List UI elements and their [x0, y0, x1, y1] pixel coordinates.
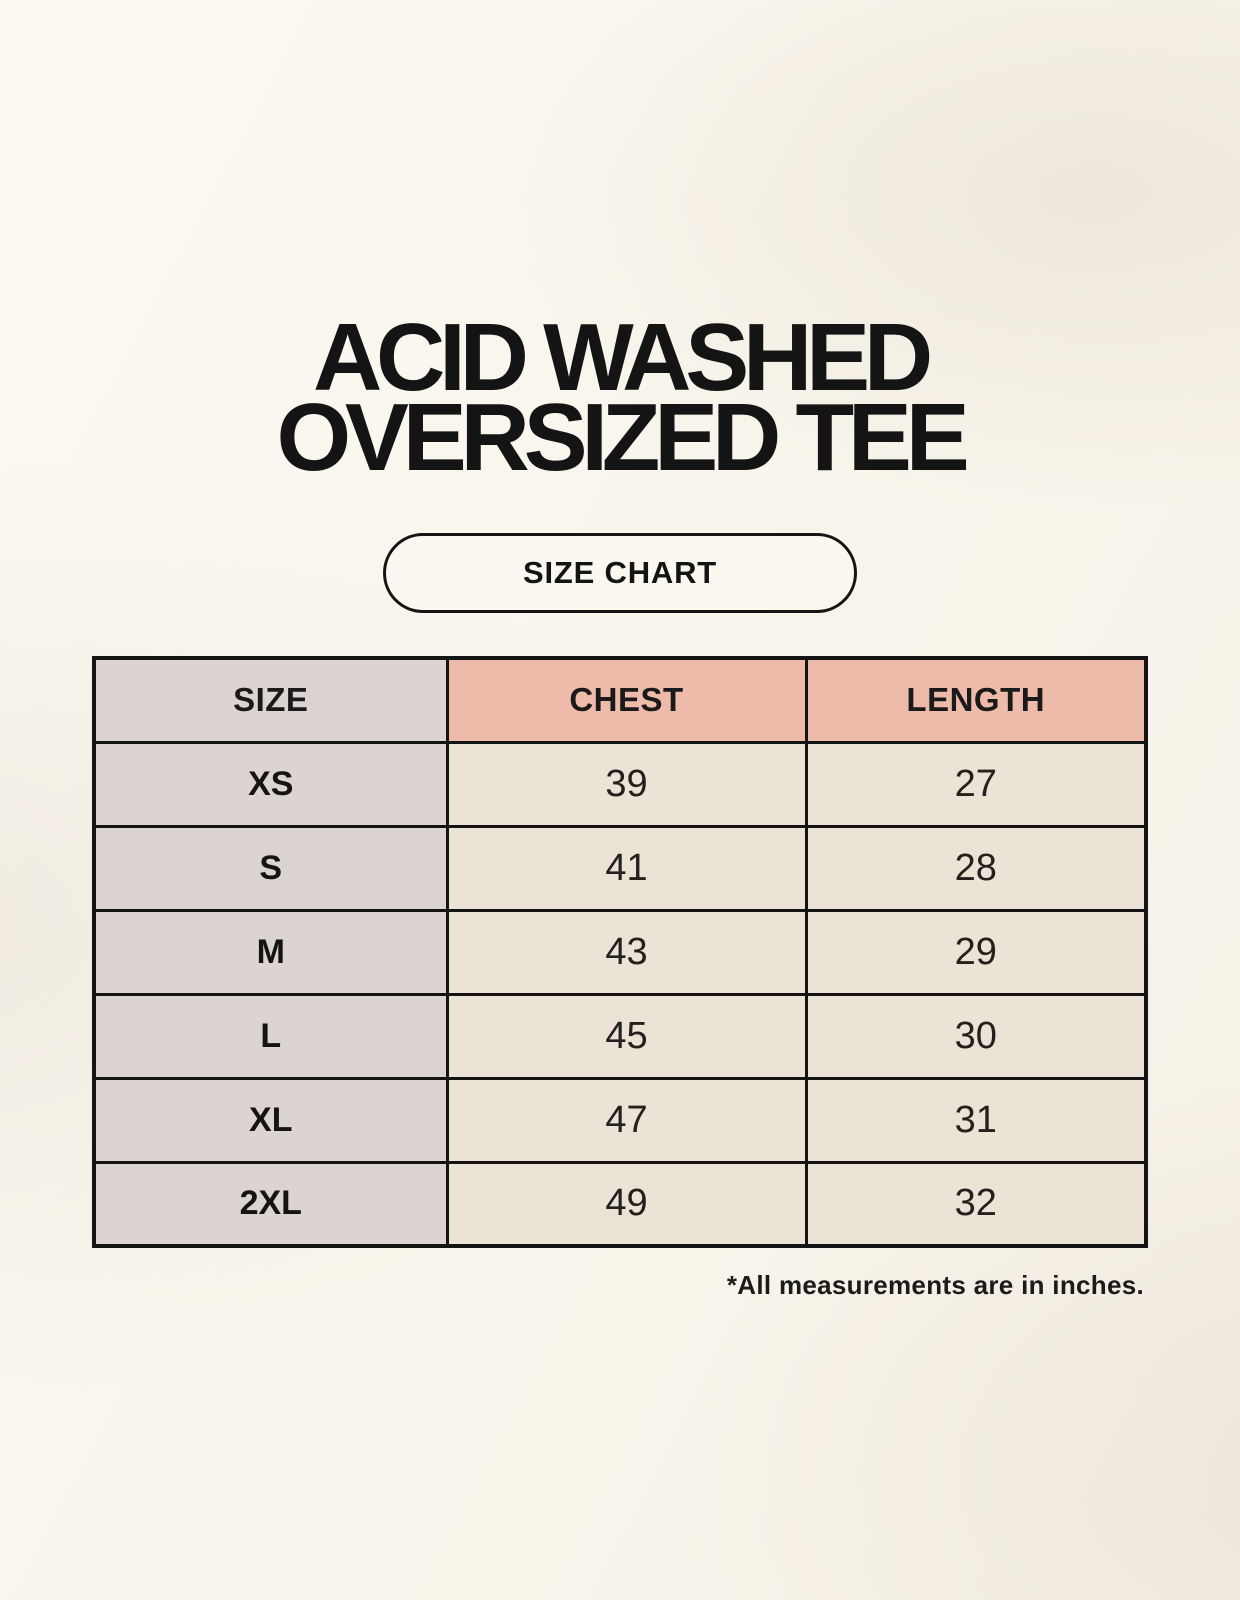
table-row-l: [94, 994, 1146, 1078]
length-cell: 30: [806, 994, 1146, 1078]
size-cell: 2XL: [94, 1162, 447, 1246]
chest-cell: 41: [447, 826, 806, 910]
column-header-size: SIZE: [94, 658, 447, 742]
length-cell: 29: [806, 910, 1146, 994]
size-cell: L: [94, 994, 447, 1078]
size-cell: XS: [94, 742, 447, 826]
length-cell: 28: [806, 826, 1146, 910]
length-cell: 31: [806, 1078, 1146, 1162]
chest-cell: 39: [447, 742, 806, 826]
size-cell: XL: [94, 1078, 447, 1162]
page-title: [0, 304, 1240, 491]
measurements-footnote: *All measurements are in inches.: [726, 1270, 1144, 1300]
size-chart-table: [92, 656, 1148, 1248]
size-chart-button[interactable]: SIZE CHART: [383, 533, 857, 613]
table-row-2xl: [94, 1162, 1146, 1246]
chest-cell: 45: [447, 994, 806, 1078]
chest-cell: 49: [447, 1162, 806, 1246]
size-cell: M: [94, 910, 447, 994]
chest-cell: 47: [447, 1078, 806, 1162]
table-header-row: [94, 658, 1146, 742]
table-row-m: [94, 910, 1146, 994]
length-cell: 32: [806, 1162, 1146, 1246]
length-cell: 27: [806, 742, 1146, 826]
column-header-chest: CHEST: [447, 658, 806, 742]
column-header-length: LENGTH: [806, 658, 1146, 742]
table-row-xl: [94, 1078, 1146, 1162]
chest-cell: 43: [447, 910, 806, 994]
table-row-s: [94, 826, 1146, 910]
size-cell: S: [94, 826, 447, 910]
page-title-line2: OVERSIZED TEE: [276, 384, 964, 491]
page-title-line1: ACID WASHED: [312, 304, 928, 411]
table-row-xs: [94, 742, 1146, 826]
